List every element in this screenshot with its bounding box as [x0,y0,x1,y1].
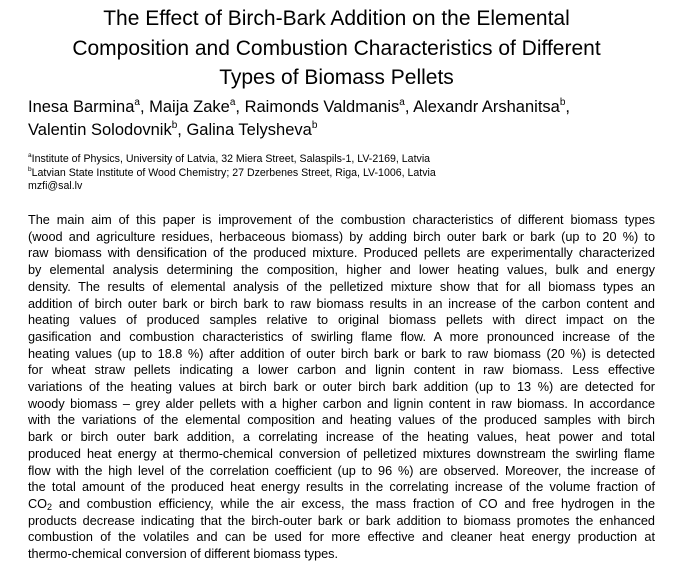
affiliation-mark: b [171,120,178,131]
formula-co: CO [28,496,48,511]
abstract-line: density. The results of elemental analysis of the pelletized mixture show that for all biomass types an [28,279,655,294]
separator: , [565,98,570,116]
abstract-line: for wheat straw pellets indicating a lower carbon and lignin content in raw biomass. Less effective [28,363,655,378]
abstract [28,212,655,563]
title-line: The Effect of Birch-Bark Addition on the Elemental [103,7,570,30]
abstract-line: thermo-chemical conversion of different biomass types. [28,547,339,562]
affiliation-mark: a [229,97,236,108]
abstract-line: combustion of the volatiles and can be used for more effective and cleaner heat energy production at [28,530,655,545]
abstract-line: gasification and combustion characteristics of swirling flame flow. A more pronounced increase of the [28,329,655,344]
author-name: Alexandr Arshanitsa [413,98,560,116]
author-list [28,96,570,142]
line-text: and combustion efficiency, while the air excess, the mass fraction of CO and free hydrogen in the [52,496,655,511]
affiliation-mark: a [399,97,405,108]
affiliation-text: Institute of Physics, University of Latvia, 32 Miera Street, Salaspils-1, LV-2169, Latvia [31,153,431,165]
separator: , [177,121,187,139]
affiliation-mark: a [134,97,140,108]
affiliation-mark: b [311,120,318,131]
affiliations [28,153,436,194]
abstract-line: heating values (up to 18.8 %) after addition of outer birch bark or bark to raw biomass (20 %) is detected [28,346,655,361]
abstract-line: the total amount of the produced heat energy results in the correlating increase of the volume fraction of [28,480,655,495]
author-name: Raimonds Valdmanis [244,98,400,116]
abstract-line: The main aim of this paper is improvement of the combustion characteristics of different biomass types [28,213,655,227]
abstract-line: addition of birch outer bark or birch bark to raw biomass results in an increase of the carbon content and [28,296,655,311]
abstract-line: variations of the heating values at birch bark or outer birch bark addition (up to 13 %) are detected for [28,380,655,395]
author-name: Valentin Solodovnik [28,121,172,139]
separator: , [404,98,414,116]
title-line: Types of Biomass Pellets [219,66,454,89]
author-name: Galina Telysheva [186,121,312,139]
abstract-line: raw biomass with densification of the produced mixture. Produced pellets are experimentally characterized [28,246,655,261]
paper-title [0,4,673,93]
abstract-line [28,496,655,513]
separator: , [235,98,245,116]
affiliation [28,153,436,167]
abstract-line: bark or birch outer bark addition, a correlating increase of the heating values, heat power and total [28,430,655,445]
abstract-line: with the variations of the elemental composition and heating values of the produced samples with birch [28,413,655,428]
contact-email[interactable]: mzfi@sal.lv [28,180,83,193]
title-line: Composition and Combustion Characteristics of Different [72,36,601,60]
abstract-line: (wood and agriculture residues, herbaceous biomass) by adding birch outer bark or bark (up to 20 %) to [28,229,655,244]
abstract-line: products decrease indicating that the birch-outer bark or bark addition to biomass promotes the enhanced [28,513,655,528]
affiliation-mark: b [559,97,566,108]
separator: , [139,98,150,116]
abstract-line: woody biomass – grey alder pellets with a higher carbon and lignin content in raw biomass. In accordance [28,396,655,411]
author-name: Maija Zake [149,98,230,116]
abstract-line: heating values of produced samples relative to original biomass pellets with direct impact on the [28,313,655,328]
affiliation [28,167,436,181]
affiliation-mark: b [28,165,32,173]
abstract-line: produced heat energy at thermo-chemical conversion of pelletized mixtures downstream the swirling flame [28,446,655,461]
author-name: Inesa Barmina [28,98,135,116]
affiliation-mark: a [28,152,32,159]
subscript: 2 [47,501,53,512]
abstract-line: by elemental analysis determining the composition, higher and lower heating values, bulk and energy [28,263,655,278]
affiliation-text: Latvian State Institute of Wood Chemistry; 27 Dzerbenes Street, Riga, LV-1006, Latvia [31,166,436,179]
abstract-line: flow with the high level of the correlation coefficient (up to 96 %) are observed. Moreover, the increase of [28,463,655,478]
